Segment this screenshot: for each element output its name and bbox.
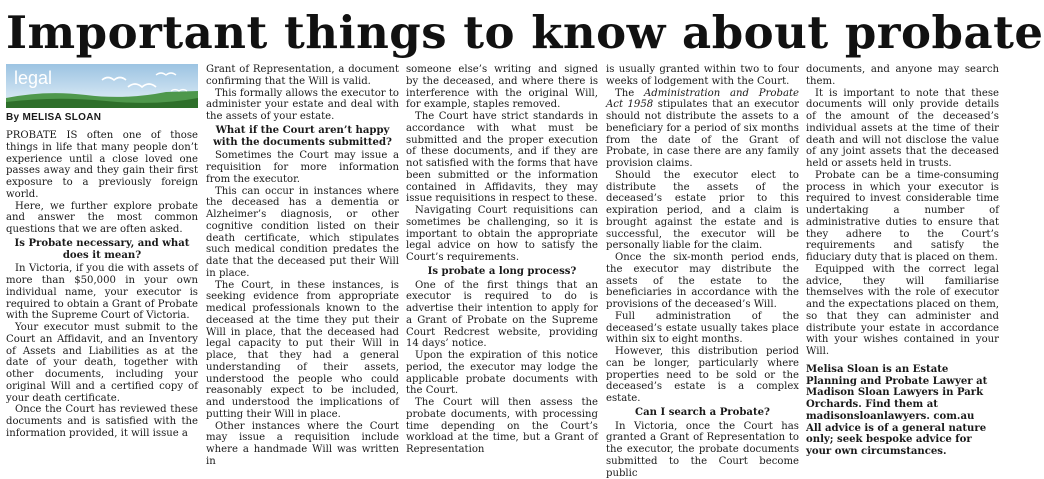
paragraph: Full administration of the deceased’s estate usually takes place within six to eight months. <box>606 311 799 346</box>
paragraph: In Victoria, if you die with assets of more than $50,000 in your own individual name, your executor is required to obtain a Grant of Probate with the Supreme Court of Victoria. <box>6 263 198 322</box>
paragraph <box>606 88 799 170</box>
subheading: Is probate a long process? <box>406 266 598 278</box>
paragraph: is usually granted within two to four weeks of lodgement with the Court. <box>606 64 799 88</box>
paragraph: In Victoria, once the Court has granted a Grant of Representation to the executor, the probate documents submitted to the Court become public <box>606 421 799 479</box>
paragraph: Navigating Court requisitions can sometimes be challenging, so it is important to obtain the appropriate legal advice on how to satisfy the Court’s requirements. <box>406 205 598 264</box>
paragraph: someone else’s writing and signed by the deceased, and where there is interference with the original Will, for example, staples removed. <box>406 64 598 111</box>
paragraph: One of the first things that an executor is required to do is advertise their intention to apply for a Grant of Probate on the Supreme Court Redcrest website, providing 14 days’ notice. <box>406 280 598 351</box>
paragraph: documents, and anyone may search them. <box>806 64 999 88</box>
column-3 <box>406 64 598 447</box>
paragraph: It is important to note that these documents will only provide details of the amount of the deceased’s individual assets at the time of their death and will not disclose the value of any joint assets that the deceased held or assets held in trusts. <box>806 88 999 170</box>
author-bio <box>806 364 999 458</box>
column-2 <box>206 64 399 447</box>
paragraph: The Court will then assess the probate documents, with processing time depending on the Court’s workload at the time, but a Grant of Representation <box>406 397 598 456</box>
paragraph: Grant of Representation, a document confirming that the Will is valid. <box>206 64 399 88</box>
section-label: legal <box>14 73 52 85</box>
byline: By MELISA SLOAN <box>6 112 198 124</box>
paragraph: Once the six-month period ends, the executor may distribute the assets of the estate to the beneficiaries in accordance with the provisions of the deceased’s Will. <box>606 252 799 311</box>
headline: Important things to know about probate <box>6 4 998 62</box>
column-4 <box>606 64 799 447</box>
disclaimer-text: All advice is of a general nature only; seek bespoke advice for your own circumstances. <box>806 423 999 458</box>
subheading: Can I search a Probate? <box>606 407 799 419</box>
paragraph: This formally allows the executor to administer your estate and deal with the assets of your estate. <box>206 88 399 123</box>
act-title: Administration and Probate Act 1958 <box>606 88 799 111</box>
paragraph: Upon the expiration of this notice period, the executor may lodge the applicable probate documents with the Court. <box>406 350 598 397</box>
column-1 <box>6 64 198 447</box>
section-banner <box>6 64 198 108</box>
paragraph: The Court, in these instances, is seeking evidence from appropriate medical professionals known to the deceased at the time they put their Will in place, that the deceased had legal capacity to put their Will in place, that they had a general understanding of their assets, understood the people who could reasonably expect to be included, and understood the implications of putting their Will in place. <box>206 280 399 421</box>
column-5 <box>806 64 999 447</box>
subheading: What if the Court aren’t happy with the documents submitted? <box>206 125 399 149</box>
paragraph: The Court have strict standards in accordance with what must be submitted and the proper execution of these documents, and if they are not satisfied with the forms that have been submitted or the information contained in Affidavits, they may issue requisitions in respect to these. <box>406 111 598 205</box>
text-run: stipulates that an executor should not distribute the assets to a beneficiary for a period of six months from the date of the Grant of Probate, in case there are any family provision claims. <box>606 99 799 169</box>
text-run: The <box>615 88 644 99</box>
paragraph: However, this distribution period can be longer, particularly where properties need to be sold or the deceased’s estate is a complex estate. <box>606 346 799 405</box>
paragraph: Here, we further explore probate and answer the most common questions that we are often asked. <box>6 201 198 236</box>
author-bio-text: Melisa Sloan is an Estate Planning and Probate Lawyer at Madison Sloan Lawyers in Park Orchards. Find them at madisonsloanlawyers. com.au <box>806 364 999 423</box>
paragraph: Should the executor elect to distribute the assets of the deceased’s estate prior to this expiration period, and a claim is brought against the estate and is successful, the executor will be personally liable for the claim. <box>606 170 799 252</box>
paragraph: Other instances where the Court may issue a requisition include where a handmade Will was written in <box>206 421 399 468</box>
paragraph: Sometimes the Court may issue a requisition for more information from the executor. <box>206 150 399 185</box>
paragraph: This can occur in instances where the deceased has a dementia or Alzheimer’s diagnosis, or other cognitive condition listed on their death certificate, which stipulates such medical condition predates the date that the deceased put their Will in place. <box>206 186 399 280</box>
paragraph: Probate can be a time-consuming process in which your executor is required to invest considerable time undertaking a number of administrative duties to ensure that they adhere to the Court’s requirements and satisfy the fiduciary duty that is placed on them. <box>806 170 999 264</box>
paragraph: Your executor must submit to the Court an Affidavit, and an Inventory of Assets and Liabilities as at the date of your death, together with other documents, including your original Will and a certified copy of your death certificate. <box>6 322 198 404</box>
paragraph: Once the Court has reviewed these documents and is satisfied with the information provided, it will issue a <box>6 404 198 439</box>
subheading: Is Probate necessary, and what does it mean? <box>6 238 198 262</box>
paragraph: PROBATE IS often one of those things in life that many people don’t experience until a close loved one passes away and they gain their first exposure to a previously foreign world. <box>6 130 198 201</box>
paragraph: Equipped with the correct legal advice, they will familiarise themselves with the role of executor and the expectations placed on them, so that they can administer and distribute your estate in accordance with your wishes contained in your Will. <box>806 264 999 358</box>
